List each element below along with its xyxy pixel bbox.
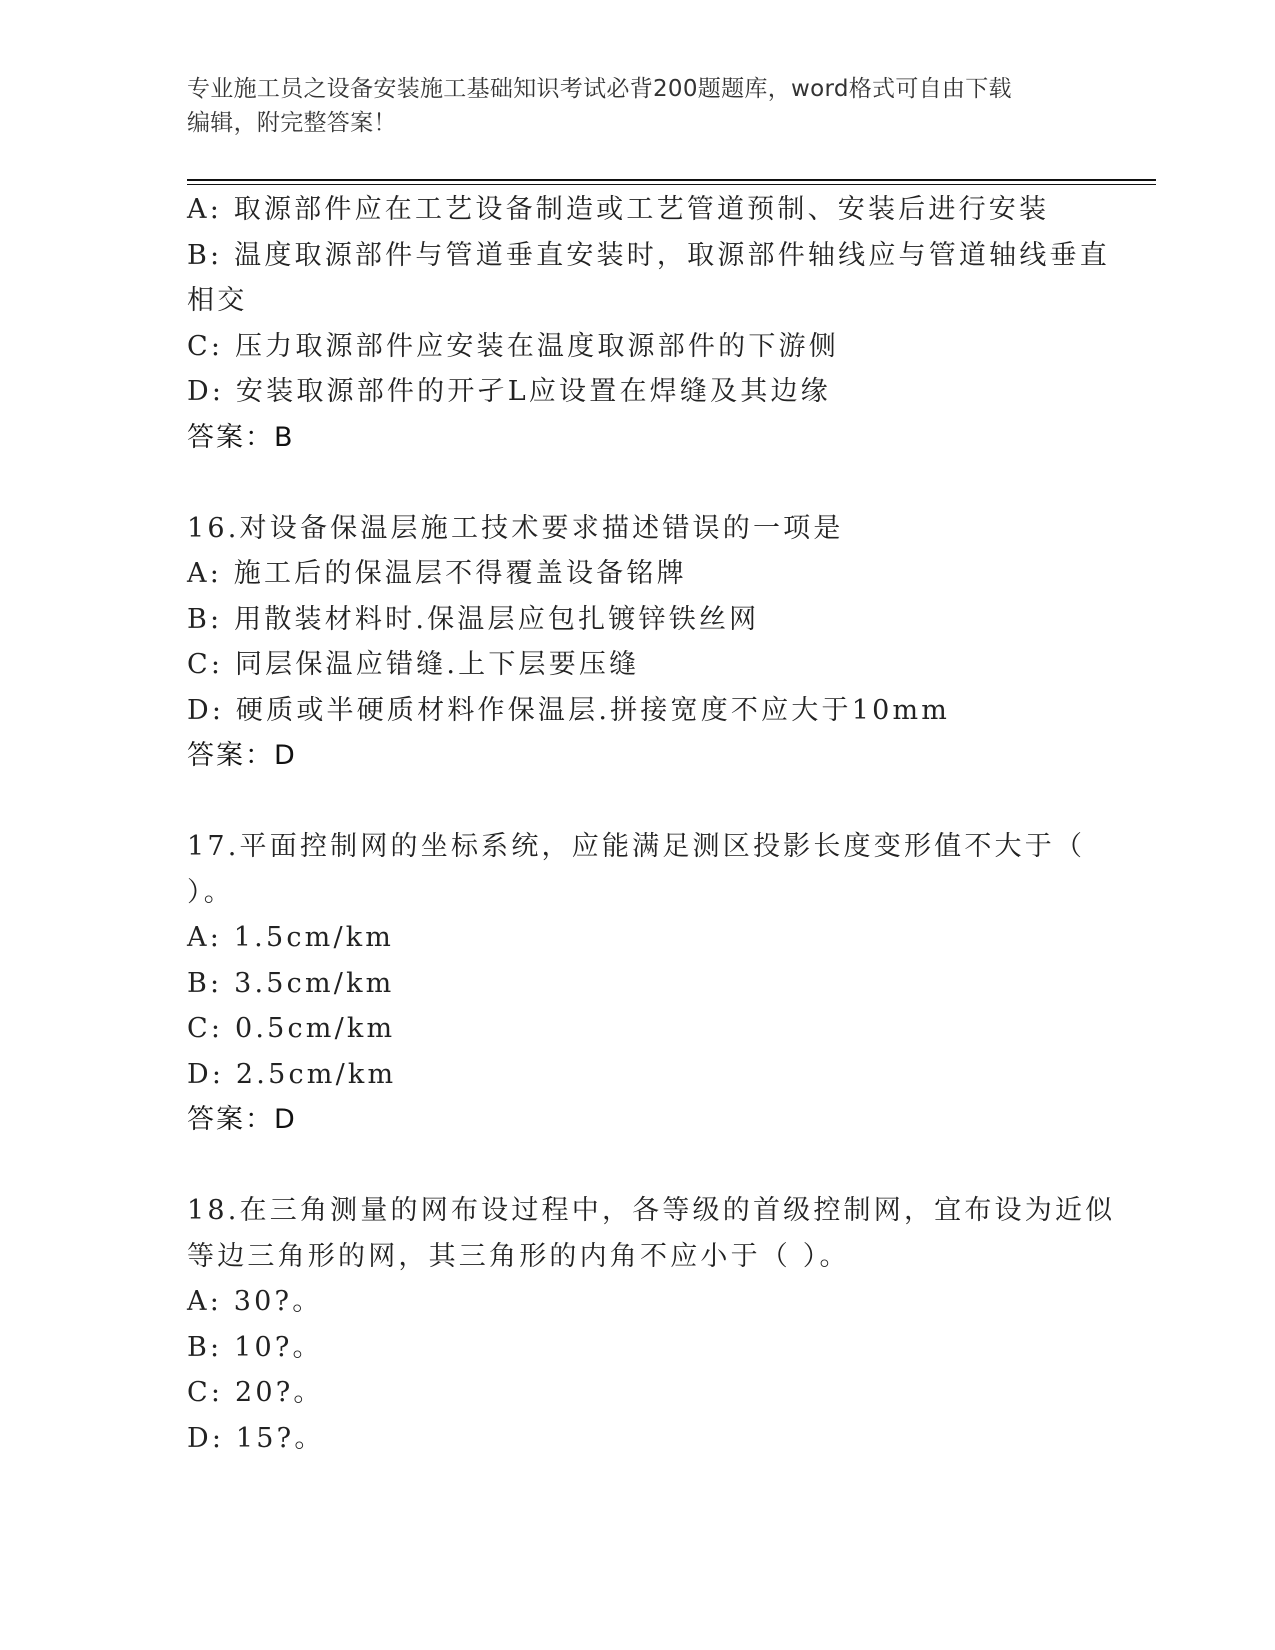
question-list (187, 187, 1116, 1461)
header-rule-thin (187, 184, 1156, 185)
option-c: C: 压力取源部件应安装在温度取源部件的下游侧 (187, 330, 839, 362)
question-text: 16.对设备保温层施工技术要求描述错误的一项是 (187, 512, 844, 544)
option-d: D: 2.5cm/km (187, 1058, 397, 1090)
question-16-block (187, 506, 1087, 779)
question-text-continued: 等边三角形的网，其三角形的内角不应小于（ ）。 (187, 1240, 850, 1272)
option-a: A: 30?。 (187, 1286, 323, 1317)
option-d: D: 硬质或半硬质材料作保温层.拼接宽度不应大于10mm (187, 694, 951, 726)
question-18-block (187, 1188, 1116, 1461)
option-d: D: 15?。 (187, 1422, 325, 1454)
answer-line: 答案：D (187, 1104, 297, 1135)
option-b-continued: 相交 (187, 285, 248, 316)
option-d: D: 安装取源部件的开孑L应设置在焊缝及其边缘 (187, 376, 831, 407)
option-b: B: 10?。 (187, 1331, 323, 1363)
answer-line: 答案：B (187, 421, 295, 453)
option-a: A: 施工后的保温层不得覆盖设备铭牌 (187, 558, 687, 589)
option-a: A: 1.5cm/km (187, 922, 395, 953)
document-header (187, 72, 1087, 140)
option-b: B: 用散装材料时.保温层应包扎镀锌铁丝网 (187, 603, 760, 635)
question-text: 18.在三角测量的网布设过程中，各等级的首级控制网，宜布设为近似 (187, 1195, 1116, 1226)
option-c: C: 0.5cm/km (187, 1013, 396, 1044)
question-17-block (187, 824, 1087, 1143)
header-line-1: 专业施工员之设备安装施工基础知识考试必背200题题库，word格式可自由下载 (187, 76, 1012, 102)
header-line-2: 编辑，附完整答案！ (187, 110, 397, 136)
option-b: B: 温度取源部件与管道垂直安装时，取源部件轴线应与管道轴线垂直 (187, 239, 1110, 271)
option-b: B: 3.5cm/km (187, 967, 395, 999)
spacer (187, 779, 1087, 825)
spacer (187, 1143, 1087, 1189)
question-text-continued: ）。 (187, 876, 234, 908)
header-rule-thick (187, 179, 1156, 181)
spacer (187, 460, 1087, 506)
option-c: C: 20?。 (187, 1377, 324, 1408)
question-15-block (187, 187, 1110, 460)
question-text: 17.平面控制网的坐标系统，应能满足测区投影长度变形值不大于（ (187, 831, 1086, 862)
option-a: A: 取源部件应在工艺设备制造或工艺管道预制、安装后进行安装 (187, 194, 1050, 225)
answer-line: 答案：D (187, 740, 297, 771)
option-c: C: 同层保温应错缝.上下层要压缝 (187, 649, 640, 680)
